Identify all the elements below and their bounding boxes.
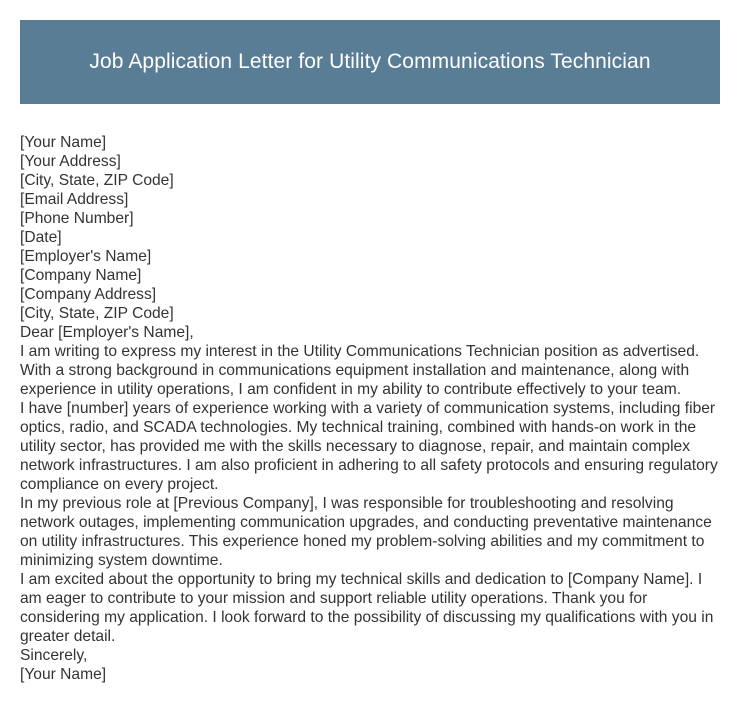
page-title: Job Application Letter for Utility Communications Technician [89, 50, 651, 73]
salutation: Dear [Employer's Name], [20, 324, 194, 341]
paragraph-experience: I have [number] years of experience working with a variety of communication systems, including fiber optics, radio, and SCADA technologies. My technical training, combined with hands-on work in the utility sector, has provided me with the skills necessary to diagnose, repair, and maintain complex network infrastructures. I am also proficient in adhering to all safety protocols and ensuring regulatory compliance on every project. [20, 400, 718, 493]
recipient-city-state-zip: [City, State, ZIP Code] [20, 305, 174, 322]
paragraph-closing-statement: I am excited about the opportunity to bring my technical skills and dedication to [Company Name]. I am eager to contribute to your mission and support reliable utility operations. Thank you for considering my application. I look forward to the possibility of discussing my qualifications with you in greater detail. [20, 571, 714, 645]
signature: [Your Name] [20, 666, 107, 683]
header-banner [20, 20, 720, 104]
sender-city-state-zip: [City, State, ZIP Code] [20, 172, 174, 189]
paragraph-intro: I am writing to express my interest in the Utility Communications Technician position as advertised. With a strong background in communications equipment installation and maintenance, along with experience in utility operations, I am confident in my ability to contribute effectively to your team. [20, 343, 700, 398]
letter-date: [Date] [20, 229, 62, 246]
recipient-company: [Company Name] [20, 267, 142, 284]
recipient-address: [Company Address] [20, 286, 157, 303]
recipient-name: [Employer's Name] [20, 248, 152, 265]
sender-phone: [Phone Number] [20, 210, 134, 227]
closing: Sincerely, [20, 647, 88, 664]
paragraph-previous-role: In my previous role at [Previous Company], I was responsible for troubleshooting and resolving network outages, implementing communication upgrades, and conducting preventative maintenance on utility infrastructures. This experience honed my problem-solving abilities and my commitment to minimizing system downtime. [20, 495, 712, 569]
sender-address: [Your Address] [20, 153, 121, 170]
letter-body [20, 133, 724, 684]
sender-name: [Your Name] [20, 134, 107, 151]
sender-email: [Email Address] [20, 191, 129, 208]
